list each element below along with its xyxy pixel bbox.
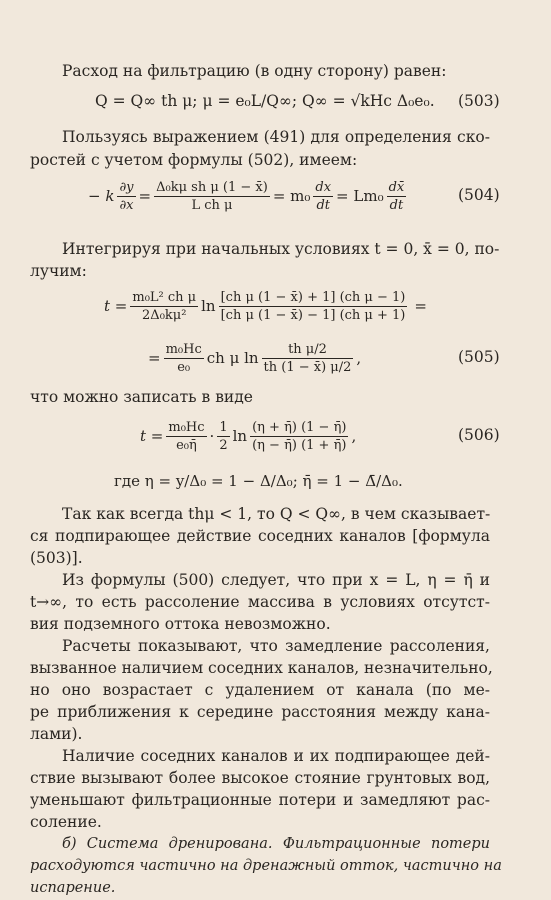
eq-fraction: $\frac{\text{m₀Hc}}{\text{e₀}}$: [165, 341, 202, 375]
eq-term: − k: [88, 187, 115, 205]
eq-term: ,: [356, 349, 362, 367]
eq-fraction: $\frac{\partial y}{\partial x}$: [119, 179, 134, 213]
eq-term: = Lm₀: [336, 187, 384, 205]
text-line: испарение.: [30, 880, 116, 896]
text-line: ствие вызывают более высокое стояние грунтовых вод,: [30, 769, 490, 787]
text-line: Из формулы (500) следует, что при x = L, η = η̄ и: [62, 571, 490, 589]
equation-505-line2: [148, 336, 361, 380]
text-line: что можно записать в виде: [30, 388, 253, 406]
eq-term: =: [148, 349, 161, 367]
eq-term: ,: [351, 427, 357, 445]
eq-fraction: $\frac{\text{m₀L² ch μ}}{\text{2Δ₀kμ²}}$: [132, 289, 197, 323]
equation-506: [140, 414, 356, 458]
text-line: Расчеты показывают, что замедление рассоления,: [62, 637, 490, 655]
eq-fraction: $\frac{1}{2}$: [219, 419, 228, 453]
eq-term: ln: [232, 427, 248, 445]
text-line: ре приближения к середине расстояния между кана-: [30, 703, 490, 721]
text-line: лами).: [30, 725, 83, 743]
eq-term: t =: [104, 297, 128, 315]
text-line: но оно возрастает с удалением от канала (по ме-: [30, 681, 490, 699]
equation-504: − k $\frac{\partial y}{\partial x}$ = $\frac{\text{Δ₀kμ sh μ (1 − x̄)}}{\text{L ch μ}}$ = m₀ $\frac{dx}{dt}$ = Lm₀ $\frac{dx̄}{dt}$: [88, 179, 405, 213]
eq-fraction: $\frac{\text{[ch μ (1 − x̄) + 1] (ch μ − 1)}}{\text{[ch μ (1 − x̄) − 1] (ch μ + 1)}}$: [220, 289, 406, 323]
text-line: вия подземного оттока невозможно.: [30, 615, 331, 633]
text-line: расходуются частично на дренажный отток, частично на: [30, 858, 502, 874]
eq-fraction: $\frac{\text{Δ₀kμ sh μ (1 − x̄)}}{\text{L ch μ}}$: [156, 179, 268, 213]
text-line: ростей с учетом формулы (502), имеем:: [30, 151, 358, 169]
text-line: вызванное наличием соседних каналов, незначительно,: [30, 659, 493, 677]
eq-term: ·: [209, 427, 215, 445]
eq-term: =: [414, 297, 427, 315]
eq-fraction: $\frac{\text{m₀Hc}}{\text{e₀η̄}}$: [168, 419, 205, 453]
eq-term: ch μ ln: [206, 349, 259, 367]
eq-fraction: $\frac{(\eta + \etā) (1 - \etā)}{(\eta - \etā) (1 + \etā)}$: [252, 419, 347, 453]
text-line: Так как всегда thμ < 1, то Q < Q∞, в чем сказывает-: [62, 505, 491, 523]
eq-term: = m₀: [272, 187, 311, 205]
text-line: Расход на фильтрацию (в одну сторону) равен:: [62, 62, 447, 80]
equation-503: Q = Q∞ th μ; μ = e₀L/Q∞; Q∞ = √kHc Δ₀e₀.: [95, 92, 435, 110]
text-line: лучим:: [30, 262, 87, 280]
text-line: Интегрируя при начальных условиях t = 0, x̄ = 0, по-: [62, 240, 500, 258]
eq-fraction: $\frac{\text{th μ/2}}{th (1 - x̄) \mu/2}$: [263, 341, 352, 375]
text-line: Пользуясь выражением (491) для определения ско-: [62, 128, 490, 146]
equation-number-503: (503): [458, 92, 500, 110]
text-line: (503)].: [30, 549, 83, 567]
equation-number-505: (505): [458, 348, 500, 366]
eq-fraction: $\frac{dx̄}{dt}$: [388, 179, 405, 213]
text-line: уменьшают фильтрационные потери и замедляют рас-: [30, 791, 490, 809]
text-line: соление.: [30, 813, 102, 831]
equation-number-506: (506): [458, 426, 500, 444]
equation-definitions: где η = y/Δ₀ = 1 − Δ/Δ₀; η̄ = 1 − Δ̄/Δ₀.: [114, 472, 403, 490]
text-line: ся подпирающее действие соседних каналов [формула: [30, 527, 490, 545]
eq-term: t =: [140, 427, 164, 445]
eq-fraction: $\frac{dx}{dt}$: [315, 179, 332, 213]
equation-505-line1: [104, 284, 427, 328]
text-line: б) Система дренирована. Фильтрационные потери: [62, 836, 490, 852]
equation-number-504: (504): [458, 186, 500, 204]
eq-term: ln: [201, 297, 216, 315]
text-line: t→∞, то есть рассоление массива в условиях отсутст-: [30, 593, 490, 611]
text-line: Наличие соседних каналов и их подпирающее дей-: [62, 747, 490, 765]
